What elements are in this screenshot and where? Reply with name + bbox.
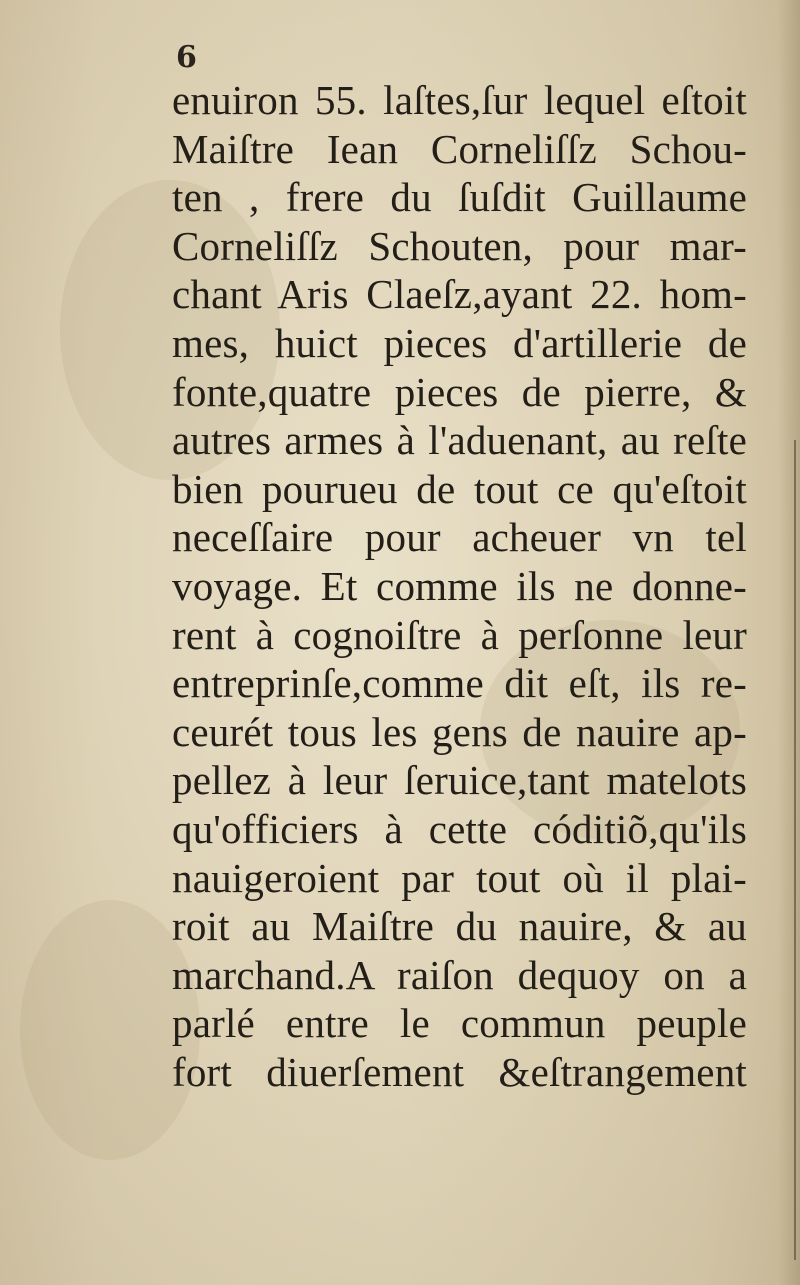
body-text: [172, 76, 747, 1096]
text-line: ceurét tous les gens de nauire ap-: [172, 708, 747, 755]
text-line: parlé entre le commun peuple: [172, 1000, 747, 1047]
text-line: neceſſaire pour acheuer vn tel: [172, 514, 747, 561]
text-line: chant Aris Claeſz,ayant 22. hom-: [172, 271, 747, 318]
text-line: mes, huict pieces d'artillerie de: [172, 319, 747, 366]
page-edge-line: [794, 440, 796, 1260]
page-number: 6: [176, 40, 197, 75]
page-edge-shadow: [778, 0, 800, 1285]
text-line: pellez à leur ſeruice,tant matelots: [172, 757, 747, 804]
text-line: Corneliſſz Schouten, pour mar-: [172, 222, 747, 269]
text-line: enuiron 55. laſtes,ſur lequel eſtoit: [172, 77, 747, 123]
text-line: nauigeroient par tout où il plai-: [172, 854, 747, 901]
text-line: fonte,quatre pieces de pierre, &: [172, 368, 747, 415]
text-line: autres armes à l'aduenant, au reſte: [172, 417, 747, 464]
text-line: bien pourueu de tout ce qu'eſtoit: [172, 465, 747, 512]
text-line: voyage. Et comme ils ne donne-: [172, 562, 747, 609]
text-line: qu'officiers à cette códitiõ,qu'ils: [172, 805, 747, 852]
text-line: fort diuerſement &eſtrangement: [172, 1048, 747, 1095]
text-line: rent à cognoiſtre à perſonne leur: [172, 611, 747, 658]
text-line: ten , frere du ſuſdit Guillaume: [172, 174, 747, 221]
text-line: roit au Maiſtre du nauire, & au: [172, 903, 747, 950]
text-line: Maiſtre Iean Corneliſſz Schou-: [172, 125, 747, 172]
text-line: entreprinſe,comme dit eſt, ils re-: [172, 660, 747, 707]
text-line: marchand.A raiſon dequoy on a: [172, 951, 747, 998]
